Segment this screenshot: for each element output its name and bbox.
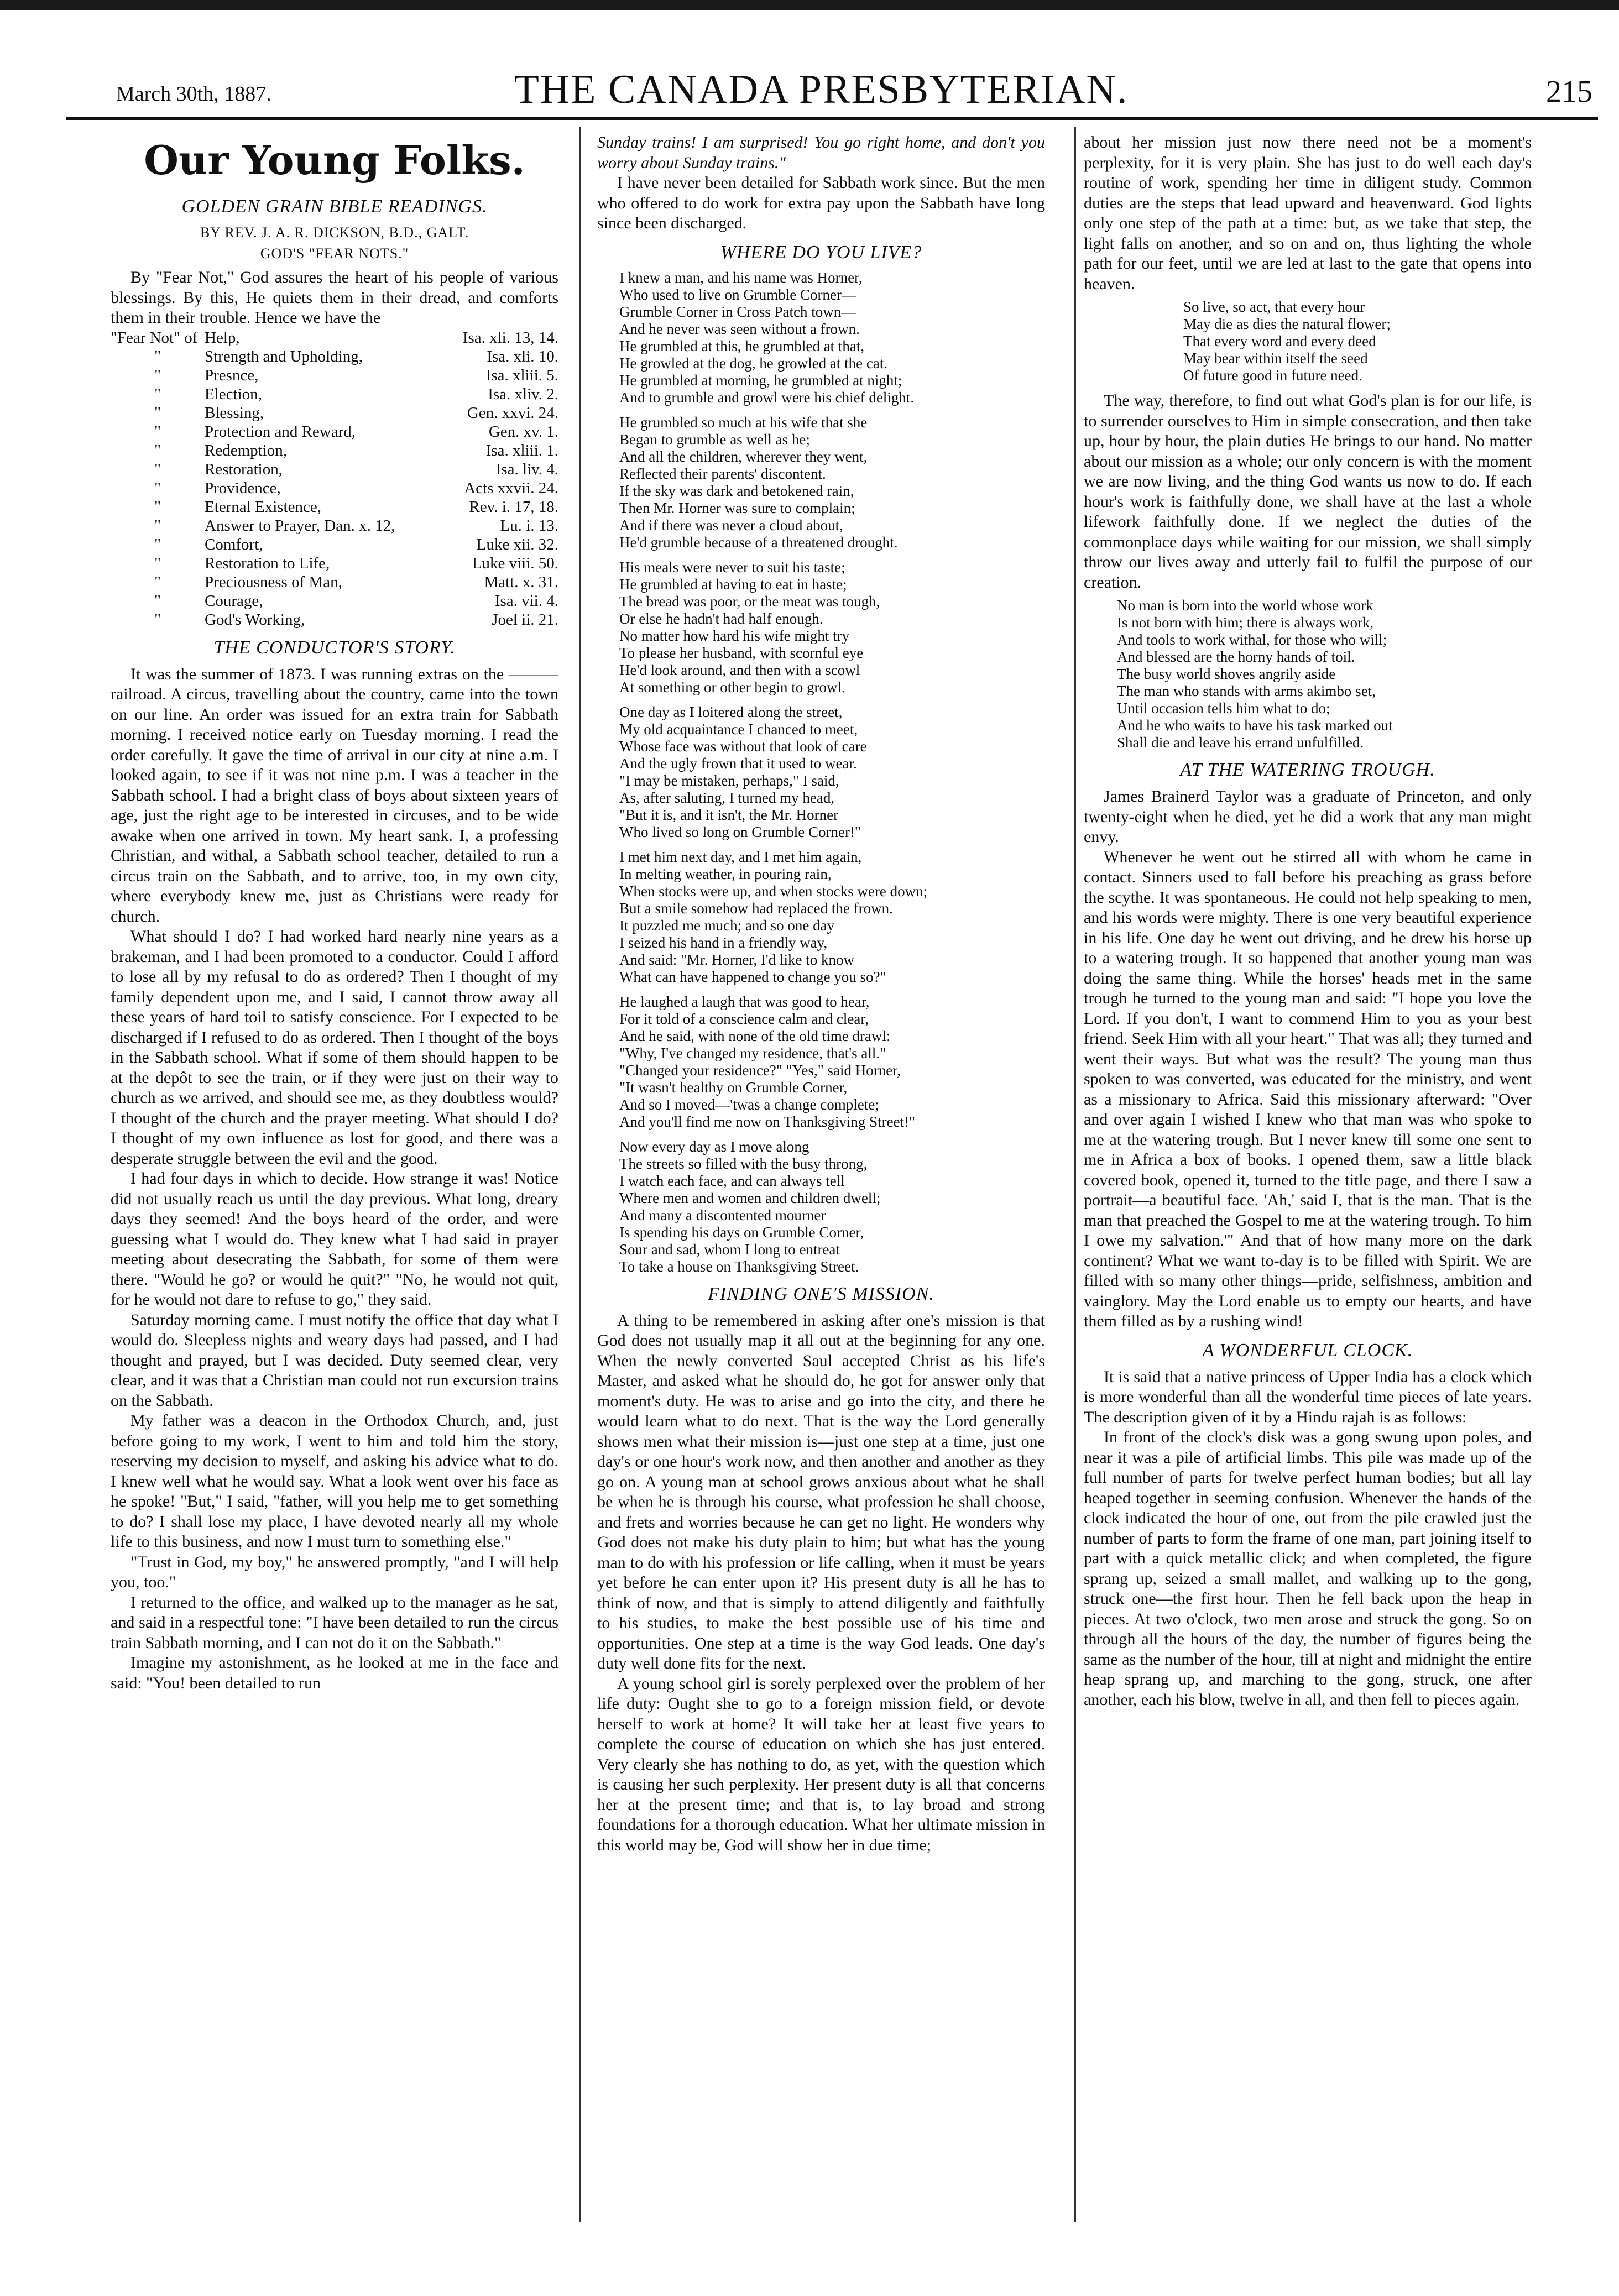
reference-topic: Answer to Prayer, Dan. x. 12, [205,516,395,535]
reference-topic: Restoration to Life, [205,554,330,572]
poem-line: He growled at the dog, he growled at the cat. [619,354,888,372]
reference-ref: Acts xxvii. 24. [464,479,558,497]
poem-line: To take a house on Thanksgiving Street. [619,1258,859,1275]
reference-topic: Courage, [205,592,263,610]
story-closing-paragraph: I have never been detailed for Sabbath work since. But the men who offered to do work for extra pay upon the Sabbath have long since been discharged. [597,174,1045,232]
poem-line: No matter how hard his wife might try [619,627,850,644]
poem-line: But a smile somehow had replaced the frown. [619,899,893,917]
reference-lead: " [154,422,161,441]
reference-lead: " [154,498,161,516]
verse-line: The busy world shoves angrily aside [1117,666,1336,682]
readings-intro: By "Fear Not," God assures the heart of his people of various blessings. By this, He quiets them in their dread, and comforts them in their trouble. Hence we have the [111,268,558,327]
reference-row [111,592,558,610]
reference-row [111,573,558,592]
poem-line: And you'll find me now on Thanksgiving Street!" [619,1113,916,1130]
reference-lead: " [154,404,161,422]
poem-stanza [619,414,1045,551]
mission-paragraph: The way, therefore, to find out what God's plan is for our life, is to surrender ourselves to Him in simple consecration, and then take up, hour by hour, the plain duties He brings to our hand. No matter about our mission as a whole; our only concern is with the moment we are now living, and the thing God wants us now to do. If each hour's work is faithfully done, we shall have at the last a whole lifework faithfully done. If we neglect the duties of the commonplace days while waiting for our mission, we shall simply throw our lives away and utterly fail to fulfil the purpose of our creation. [1084,391,1532,592]
verse-line: And blessed are the horny hands of toil. [1117,648,1355,665]
poem-line: "I may be mistaken, perhaps," I said, [619,772,839,789]
poem-stanza [619,993,1045,1131]
poem-line: My old acquaintance I chanced to meet, [619,720,858,738]
page-number: 215 [1546,75,1592,109]
reference-row [111,441,558,460]
column-3 [1084,133,1532,1710]
paragraph: A young school girl is sorely perplexed over the problem of her life duty: Ought she to go to a foreign mission field, or devote herself to work at home? It will take her at least five years to complete the course of education on which she has just entered. Very clearly she has nothing to do, as yet, with the question which is causing her such perplexity. Her present duty is all that concerns her at the present time; and that is, to lay broad and strong foundations for a thorough education. What her ultimate mission in this world may be, God will show her in due time; [597,1674,1045,1854]
poem-line: I knew a man, and his name was Horner, [619,269,863,286]
mission-body [597,1311,1045,1856]
reference-topic: Restoration, [205,460,283,478]
poem-line: And he said, with none of the old time drawl: [619,1027,891,1044]
newspaper-title: THE CANADA PRESBYTERIAN. [514,67,1129,112]
reference-topic: Providence, [205,479,281,497]
poem-line: "It wasn't healthy on Grumble Corner, [619,1079,848,1096]
reference-topic: Redemption, [205,441,288,459]
story-title: THE CONDUCTOR'S STORY. [213,637,456,658]
reference-row [111,422,558,441]
readings-subtitle: GOD'S "FEAR NOTS." [260,245,409,261]
poem-line: He'd look around, and then with a scowl [619,661,860,678]
reference-row [111,498,558,516]
paragraph: "Trust in God, my boy," he answered promptly, "and I will help you, too." [111,1552,558,1591]
reference-ref: Isa. xliii. 1. [485,441,558,459]
reference-ref: Isa. xli. 10. [487,347,558,365]
reference-lead: " [154,592,161,610]
poem-line: It puzzled me much; and so one day [619,917,835,934]
reference-ref: Isa. xliv. 2. [488,385,558,403]
poem-stanza [619,559,1045,696]
verse-block [1183,299,1532,384]
reference-ref: Luke xii. 32. [476,535,558,553]
reference-ref: Luke viii. 50. [472,554,558,572]
poem-line: And he never was seen without a frown. [619,320,860,337]
story-continuation: Sunday trains! I am surprised! You go right home, and don't you worry about Sunday trains." [597,133,1045,172]
poem-line: And said: "Mr. Horner, I'd like to know [619,951,854,968]
scripture-reference-list [111,328,558,629]
poem-body [619,269,1045,1275]
column-divider [1074,127,1076,2222]
paragraph: Whenever he went out he stirred all with whom he came in contact. Sinners used to fall before his preaching as grass before the scythe. It was spontaneous. He could not help speaking to men, and his words were mighty. There is one very beautiful experience in his life. One day he went out driving, and he drew his horse up to a watering trough. It so happened that another young man was doing the same thing. While the horses' heads met in the same trough he turned to the young man and said: "I hope you love the Lord. If you don't, I want to commend Him to you as your best friend. Seek Him with all your heart." That was all; they turned and went their ways. But what was the result? The young man thus spoken to was converted, was educated for the ministry, and went as a missionary to Africa. Said this missionary afterward: "Over and over again I wished I knew who that man was who spoke to me at the watering trough. But I never knew till some one sent to me in Africa a box of books. I opened them, saw a little black covered book, opened it, turned to the title page, and there I saw a portrait—a beautiful face. 'Ah,' said I, that is the man. That is the man that preached the Gospel to me at the watering trough. To him I owe my salvation.'" And that of how many more on the dark continent? What we want to-day is to be filled with Spirit. We are filled with so many other things—pride, selfishness, ambition and vainglory. May the Lord enable us to empty our hearts, and have them filled as by a rushing wind! [1084,848,1532,1330]
reference-ref: Isa. xliii. 5. [485,366,558,384]
reference-topic: Protection and Reward, [205,422,356,441]
poem-line: And the ugly frown that it used to wear. [619,755,857,772]
poem-line: Whose face was without that look of care [619,738,867,755]
verse-line: Until occasion tells him what to do; [1117,700,1330,716]
readings-title: GOLDEN GRAIN BIBLE READINGS. [181,196,488,217]
trough-body [1084,787,1532,1332]
section-masthead: Our Young Folks. [144,137,525,184]
paragraph: James Brainerd Taylor was a graduate of Princeton, and only twenty-eight when he died, yet he did a work that any man might envy. [1084,787,1532,846]
reference-lead: " [154,573,161,591]
reference-row [111,385,558,404]
poem-line: As, after saluting, I turned my head, [619,789,835,806]
poem-line: He grumbled at this, he grumbled at that, [619,337,865,354]
poem-line: If the sky was dark and betokened rain, [619,482,854,499]
poem-line: Where men and women and children dwell; [619,1189,881,1206]
verse-line: Shall die and leave his errand unfulfilled. [1117,734,1364,751]
reference-topic: Presnce, [205,366,259,384]
top-edge-bar [0,0,1619,10]
reference-row [111,479,558,498]
poem-line: For it told of a conscience calm and clear, [619,1010,869,1027]
poem-line: I seized his hand in a friendly way, [619,934,828,951]
reference-lead: " [154,385,161,403]
poem-line: Who lived so long on Grumble Corner!" [619,823,861,840]
reference-ref: Lu. i. 13. [500,516,558,535]
poem-line: "Why, I've changed my residence, that's all." [619,1044,886,1061]
verse-line: No man is born into the world whose work [1117,597,1373,614]
reference-topic: Comfort, [205,535,263,553]
reference-ref: Matt. x. 31. [484,573,558,591]
poem-line: Grumble Corner in Cross Patch town— [619,303,856,320]
paragraph: In front of the clock's disk was a gong swung upon poles, and near it was a pile of artificial limbs. This pile was made up of the full number of parts for twelve perfect human bodies; but all lay heaped together in seeming confusion. Whenever the hands of the clock indicated the hour of one, out from the pile crawled just the number of parts to form the frame of one man, part joining itself to part with a quick metallic click; and when completed, the figure sprang up, seized a small mallet, and walking up to the gong, struck one—the first hour. Then he fell back upon the heap in pieces. At two o'clock, two men arose and struck the gong. So on through all the hours of the day, the number of figures being the same as the number of the hour, till at night and midnight the entire heap sprang up, and marching to the gong, struck, one after another, each his blow, twelve in all, and then fell to pieces again. [1084,1428,1532,1709]
mission-title: FINDING ONE'S MISSION. [708,1283,934,1304]
reference-topic: Preciousness of Man, [205,573,342,591]
reference-ref: Joel ii. 21. [492,610,558,629]
poem-line: And so I moved—'twas a change complete; [619,1096,879,1113]
reference-lead: " [154,460,161,478]
verse-line: So live, so act, that every hour [1183,299,1365,315]
reference-row [111,610,558,629]
poem-line: To please her husband, with scornful eye [619,644,864,661]
poem-line: Now every day as I move along [619,1138,810,1155]
reference-row [111,328,558,347]
reference-topic: Strength and Upholding, [205,347,363,365]
mission-continuation: about her mission just now there need not be a moment's perplexity, for it is very plain. She has just to do well each day's routine of work, spending her time in diligent study. Common duties are the steps that lead upward and heavenward. God lights only one step of the path at a time: but, as we take that step, the light falls on another, and so on and on, thus lighting the whole path for our feet, until we are led at last to the gate that opens into heaven. [1084,133,1532,293]
reference-lead: " [154,535,161,553]
reference-lead: " [154,610,161,629]
paragraph: My father was a deacon in the Orthodox Church, and, just before going to my work, I went to him and told him the story, reserving my decision to myself, and asking his advice what to do. I knew well what he would say. What a look went over his face as he spoke! "But," I said, "father, will you help me to get something to do? I shall lose my place, I have devoted nearly all my whole life to this business, and now I must turn to something else." [111,1411,558,1551]
reference-row [111,460,558,479]
reference-lead: " [154,554,161,572]
poem-line: And many a discontented mourner [619,1206,826,1223]
reference-lead: " [154,479,161,497]
verse-line: That every word and every deed [1183,333,1376,349]
poem-line: Reflected their parents' discontent. [619,465,826,482]
paragraph: Saturday morning came. I must notify the office that day what I would do. Sleepless nights and weary days had passed, and I had thought and prayed, but I was decided. Duty seemed clear, very clear, and it was that a Christian man could not run excursion trains on the Sabbath. [111,1310,558,1410]
paragraph: I returned to the office, and walked up to the manager as he sat, and said in a respectful tone: "I have been detailed to run the circus train Sabbath morning, and I can not do it on the Sabbath." [111,1593,558,1652]
poem-line: I watch each face, and can always tell [619,1172,845,1189]
poem-line: He grumbled at morning, he grumbled at night; [619,372,902,389]
reference-topic: Election, [205,385,262,403]
reference-lead: " [154,366,161,384]
column-2 [597,133,1045,1855]
reference-ref: Isa. vii. 4. [494,592,558,610]
verse-line: Is not born with him; there is always work, [1117,614,1374,631]
clock-body [1084,1367,1532,1711]
poem-line: At something or other begin to growl. [619,678,845,695]
poem-line: Is spending his days on Grumble Corner, [619,1223,864,1241]
reference-row [111,347,558,366]
reference-ref: Gen. xv. 1. [488,422,558,441]
reference-row [111,535,558,554]
poem-line: Sour and sad, whom I long to entreat [619,1241,840,1258]
clock-title: A WONDERFUL CLOCK. [1202,1340,1413,1361]
paragraph: Imagine my astonishment, as he looked at me in the face and said: "You! been detailed to run [111,1654,558,1692]
column-1 [111,133,558,1693]
poem-stanza [619,269,1045,406]
poem-line: He grumbled at having to eat in haste; [619,576,847,593]
poem-line: And if there was never a cloud about, [619,516,843,534]
reference-row [111,516,558,535]
reference-row [111,554,558,573]
poem-line: His meals were never to suit his taste; [619,558,845,576]
issue-date: March 30th, 1887. [116,82,271,106]
verse-block [1117,597,1532,751]
reference-topic: Eternal Existence, [205,498,321,516]
verse-line: And he who waits to have his task marked out [1117,717,1393,734]
poem-stanza [619,704,1045,841]
reference-ref: Isa. liv. 4. [495,460,558,478]
reference-ref: Isa. xli. 13, 14. [462,328,558,347]
verse-line: May bear within itself the seed [1183,350,1368,367]
verse-line: And tools to work withal, for those who will; [1117,631,1387,648]
trough-title: AT THE WATERING TROUGH. [1180,760,1435,780]
reference-lead: " [154,441,161,459]
reference-ref: Rev. i. 17, 18. [469,498,558,516]
reference-topic: God's Working, [205,610,305,629]
poem-line: I met him next day, and I met him again, [619,848,862,865]
reference-lead: "Fear Not" of [111,328,198,347]
reference-row [111,404,558,422]
page-header [50,66,1592,116]
poem-line: "But it is, and it isn't, the Mr. Horner [619,806,839,823]
poem-line: And all the children, wherever they went, [619,448,868,465]
poem-line: The streets so filled with the busy throng, [619,1155,868,1172]
byline: BY REV. J. A. R. DICKSON, B.D., GALT. [200,224,469,240]
poem-line: And to grumble and growl were his chief delight. [619,389,915,406]
reference-lead: " [154,516,161,535]
column-divider [579,127,581,2222]
reference-topic: Blessing, [205,404,264,422]
paragraph: It is said that a native princess of Upper India has a clock which is more wonderful than all the wonderful time pieces of late years. The description given of it by a Hindu rajah is as follows: [1084,1367,1532,1426]
verse-line: The man who stands with arms akimbo set, [1117,683,1376,699]
poem-stanza [619,1138,1045,1275]
paragraph: It was the summer of 1873. I was running extras on the ——— railroad. A circus, travelling about the country, came into the town on our line. An order was issued for an extra train for Sabbath morning. I received notice early on Tuesday morning. I read the order carefully. It gave the time of arrival in our city at nine a.m. I looked again, to see if it was not nine p.m. I was a teacher in the Sabbath school. I had a bright class of boys about sixteen years of age, just the right age to be interested in circuses, and to be wide awake when one arrived in town. My heart sank. I, a professing Christian, and withal, a Sabbath school teacher, detailed to run a circus train on the Sabbath, and to arrive, too, in my own city, where everybody knew me, just as Christians were ready for church. [111,665,558,925]
reference-topic: Help, [205,328,240,347]
poem-line: Who used to live on Grumble Corner— [619,286,856,303]
poem-line: Then Mr. Horner was sure to complain; [619,499,855,516]
poem-line: What can have happened to change you so?" [619,968,886,985]
poem-line: The bread was poor, or the meat was tough, [619,593,880,610]
reference-lead: " [154,347,161,365]
poem-line: He laughed a laugh that was good to hear, [619,993,870,1010]
poem-line: In melting weather, in pouring rain, [619,865,832,882]
story-body [111,665,558,1694]
reference-row [111,366,558,385]
poem-line: Or else he hadn't had half enough. [619,610,823,627]
reference-ref: Gen. xxvi. 24. [467,404,558,422]
poem-title: WHERE DO YOU LIVE? [720,242,922,263]
paragraph: I had four days in which to decide. How strange it was! Notice did not usually reach us until the day previous. What long, dreary days they seemed! And the boys heard of the order, and were guessing what I would do. They knew what I had said in prayer meeting about desecrating the Sabbath, for some of them were there. "Would he go? or would he quit?" "No, he would not quit, for he would not dare to refuse to go," they said. [111,1169,558,1309]
poem-line: "Changed your residence?" "Yes," said Horner, [619,1061,901,1079]
poem-line: He'd grumble because of a threatened drought. [619,534,898,551]
poem-line: When stocks were up, and when stocks were down; [619,882,928,899]
paragraph: What should I do? I had worked hard nearly nine years as a brakeman, and I had been promoted to a conductor. Could I afford to lose all by my refusal to do as ordered? Then I thought of my family dependent upon me, and I said, I cannot throw away all these years of hard toil to satisfy conscience. For I expected to be discharged if I refused to do as ordered. Then I thought of the boys in the Sabbath school. What if some of them should happen to be at the depôt to see the train, or if they were just on their way to church as we arrived, and should see me, as they doubtless would? I thought of the church and the prayer meeting. What should I do? I thought of my own influence as lost for good, and there was a desperate struggle between the evil and the good. [111,927,558,1168]
poem-line: Began to grumble as well as he; [619,431,810,448]
poem-stanza [619,849,1045,986]
poem-line: He grumbled so much at his wife that she [619,414,868,431]
poem-line: One day as I loitered along the street, [619,703,843,720]
paragraph: A thing to be remembered in asking after one's mission is that God does not usually map it all out at the beginning for any one. When the newly converted Saul accepted Christ as his life's Master, and asked what he should do, he got for answer only that moment's duty. He was to arise and go into the city, and there he would learn what to do next. That is the way the Lord generally shows men what their mission is—just one step at a time, just one day's or one hour's work now, and then another and another as they go on. A young man at school grows anxious about what he shall be when he is through his course, what profession he shall choose, and frets and worries because he can get no light. He wonders why God does not make his duty plain to him; but what has the young man to do with his profession or life calling, when it must be years yet before he can enter upon it? His present duty is all he has to think of now, and that is simply to attend diligently and faithfully to his studies, to make the best possible use of his time and opportunities. One step at a time is the way God leads. One day's duty well done fits for the next. [597,1311,1045,1672]
header-rule [66,117,1598,120]
verse-line: Of future good in future need. [1183,367,1362,384]
verse-line: May die as dies the natural flower; [1183,316,1391,332]
